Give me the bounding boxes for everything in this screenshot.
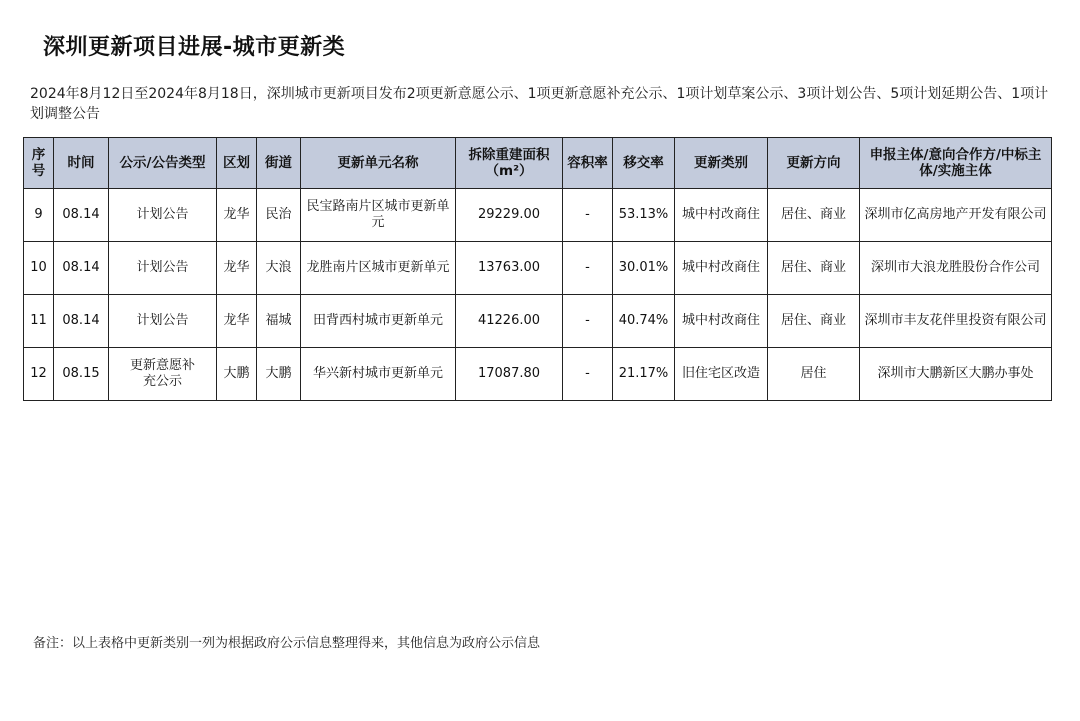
header-transfer-rate: 移交率 [613, 138, 675, 189]
cell-notice-type: 计划公告 [109, 242, 217, 295]
cell-plot-ratio: - [563, 348, 613, 401]
header-street: 街道 [257, 138, 301, 189]
cell-unit-name: 龙胜南片区城市更新单元 [301, 242, 456, 295]
project-table [23, 137, 1052, 401]
cell-demolition-area: 29229.00 [456, 189, 563, 242]
cell-demolition-area: 17087.80 [456, 348, 563, 401]
cell-street: 福城 [257, 295, 301, 348]
cell-unit-name: 田背西村城市更新单元 [301, 295, 456, 348]
cell-index: 11 [24, 295, 54, 348]
table-row [24, 189, 1052, 242]
header-demolition-area: 拆除重建面积（m²） [456, 138, 563, 189]
header-index: 序号 [24, 138, 54, 189]
cell-transfer-rate: 21.17% [613, 348, 675, 401]
cell-direction: 居住、商业 [768, 295, 860, 348]
cell-district: 龙华 [217, 242, 257, 295]
cell-transfer-rate: 40.74% [613, 295, 675, 348]
cell-date: 08.15 [54, 348, 109, 401]
cell-index: 9 [24, 189, 54, 242]
cell-index: 12 [24, 348, 54, 401]
cell-applicant: 深圳市亿高房地产开发有限公司 [860, 189, 1052, 242]
cell-date: 08.14 [54, 295, 109, 348]
header-plot-ratio: 容积率 [563, 138, 613, 189]
cell-category: 城中村改商住 [675, 189, 768, 242]
cell-category: 城中村改商住 [675, 295, 768, 348]
cell-demolition-area: 41226.00 [456, 295, 563, 348]
cell-street: 大浪 [257, 242, 301, 295]
cell-index: 10 [24, 242, 54, 295]
table-row [24, 242, 1052, 295]
summary-text: 2024年8月12日至2024年8月18日，深圳城市更新项目发布2项更新意愿公示、1项更新意愿补充公示、1项计划草案公示、3项计划公告、5项计划延期公告、1项计划调整公告 [30, 86, 1049, 122]
cell-applicant: 深圳市丰友花伴里投资有限公司 [860, 295, 1052, 348]
cell-notice-type: 计划公告 [109, 189, 217, 242]
cell-district: 龙华 [217, 189, 257, 242]
header-notice-type: 公示/公告类型 [109, 138, 217, 189]
cell-date: 08.14 [54, 242, 109, 295]
header-date: 时间 [54, 138, 109, 189]
cell-unit-name: 华兴新村城市更新单元 [301, 348, 456, 401]
cell-category: 旧住宅区改造 [675, 348, 768, 401]
table-row [24, 295, 1052, 348]
cell-applicant: 深圳市大鹏新区大鹏办事处 [860, 348, 1052, 401]
header-district: 区划 [217, 138, 257, 189]
cell-plot-ratio: - [563, 189, 613, 242]
cell-transfer-rate: 30.01% [613, 242, 675, 295]
header-applicant: 申报主体/意向合作方/中标主体/实施主体 [860, 138, 1052, 189]
table-row [24, 348, 1052, 401]
cell-plot-ratio: - [563, 242, 613, 295]
header-direction: 更新方向 [768, 138, 860, 189]
cell-plot-ratio: - [563, 295, 613, 348]
cell-district: 大鹏 [217, 348, 257, 401]
footnote: 备注：以上表格中更新类别一列为根据政府公示信息整理得来，其他信息为政府公示信息 [33, 636, 541, 651]
cell-direction: 居住、商业 [768, 189, 860, 242]
cell-applicant: 深圳市大浪龙胜股份合作公司 [860, 242, 1052, 295]
cell-direction: 居住、商业 [768, 242, 860, 295]
cell-direction: 居住 [768, 348, 860, 401]
cell-street: 民治 [257, 189, 301, 242]
cell-district: 龙华 [217, 295, 257, 348]
cell-transfer-rate: 53.13% [613, 189, 675, 242]
page-title: 深圳更新项目进展-城市更新类 [43, 35, 346, 60]
cell-unit-name: 民宝路南片区城市更新单元 [301, 189, 456, 242]
table-header-row [24, 138, 1052, 189]
cell-category: 城中村改商住 [675, 242, 768, 295]
cell-date: 08.14 [54, 189, 109, 242]
header-category: 更新类别 [675, 138, 768, 189]
cell-notice-type: 计划公告 [109, 295, 217, 348]
cell-notice-type: 更新意愿补充公示 [109, 348, 217, 401]
header-unit-name: 更新单元名称 [301, 138, 456, 189]
cell-street: 大鹏 [257, 348, 301, 401]
cell-demolition-area: 13763.00 [456, 242, 563, 295]
